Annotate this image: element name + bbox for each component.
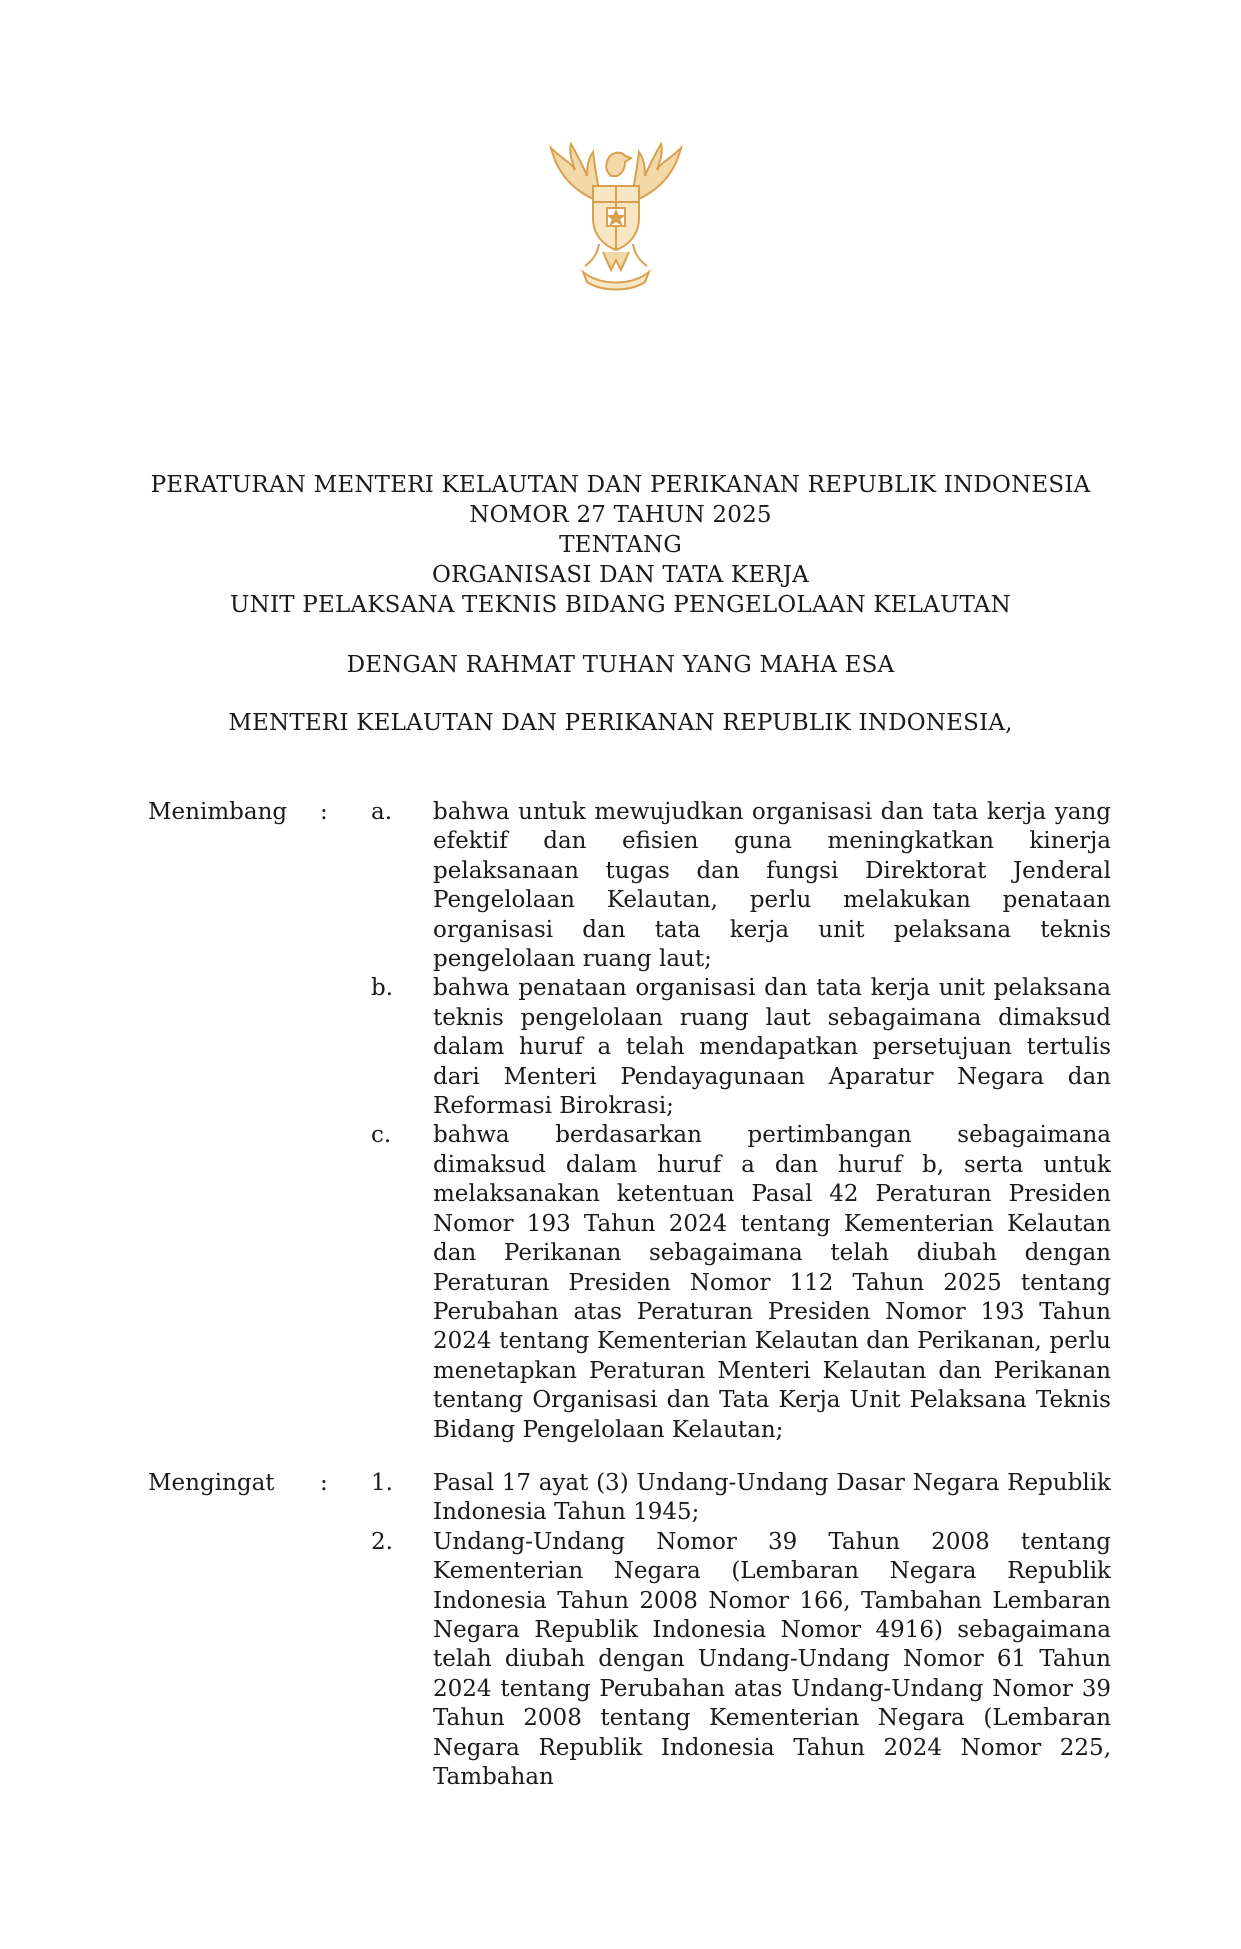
- title-line: PERATURAN MENTERI KELAUTAN DAN PERIKANAN REPUBLIK INDONESIA: [150, 472, 1091, 498]
- item-text: bahwa penataan organisasi dan tata kerja unit pelaksana teknis pengelolaan ruang laut sebagaimana dimaksud dalam huruf a telah mendapatkan persetujuan tertulis dari Menteri Pendayagunaan Aparatur Negara dan Reformasi Birokrasi;: [433, 975, 1111, 1120]
- rahmat-text: DENGAN RAHMAT TUHAN YANG MAHA ESA: [346, 652, 895, 678]
- list-item: [148, 974, 1111, 1121]
- item-text: bahwa untuk mewujudkan organisasi dan tata kerja yang efektif dan efisien guna meningkatkan kinerja pelaksanaan tugas dan fungsi Direktorat Jenderal Pengelolaan Kelautan, perlu melakukan penataan organisasi dan tata kerja unit pelaksana teknis pengelolaan ruang laut;: [433, 799, 1111, 973]
- section-label: Menimbang: [148, 799, 288, 825]
- item-marker: c.: [371, 1122, 392, 1149]
- garuda-pancasila-emblem: [541, 140, 691, 300]
- menteri-line: [130, 708, 1111, 738]
- list-item: [148, 798, 1111, 974]
- section-label: Mengingat: [148, 1470, 275, 1496]
- item-text: Undang-Undang Nomor 39 Tahun 2008 tentang Kementerian Negara (Lembaran Negara Republik Indonesia Tahun 2008 Nomor 166, Tambahan Lembaran Negara Republik Indonesia Nomor 4916) sebagaimana telah diubah dengan Undang-Undang Nomor 61 Tahun 2024 tentang Perubahan atas Undang-Undang Nomor 39 Tahun 2008 tentang Kementerian Negara (Lembaran Negara Republik Indonesia Tahun 2024 Nomor 225, Tambahan: [433, 1528, 1111, 1791]
- mengingat-section: [148, 1469, 1111, 1792]
- item-text: bahwa berdasarkan pertimbangan sebagaimana dimaksud dalam huruf a dan huruf b, serta untuk melaksanakan ketentuan Pasal 42 Peraturan Presiden Nomor 193 Tahun 2024 tentang Kementerian Kelautan dan Perikanan sebagaimana telah diubah dengan Peraturan Presiden Nomor 112 Tahun 2025 tentang Perubahan atas Peraturan Presiden Nomor 193 Tahun 2024 tentang Kementerian Kelautan dan Perikanan, perlu menetapkan Peraturan Menteri Kelautan dan Perikanan tentang Organisasi dan Tata Kerja Unit Pelaksana Teknis Bidang Pengelolaan Kelautan;: [433, 1122, 1111, 1443]
- item-marker: a.: [371, 799, 393, 825]
- item-marker: 2.: [371, 1528, 393, 1555]
- menimbang-section: [148, 798, 1111, 1445]
- item-marker: 1.: [371, 1470, 393, 1496]
- item-marker: b.: [371, 975, 394, 1002]
- section-colon: :: [320, 1470, 328, 1496]
- list-item: [148, 1528, 1111, 1793]
- menteri-text: MENTERI KELAUTAN DAN PERIKANAN REPUBLIK INDONESIA,: [228, 710, 1013, 736]
- section-colon: :: [320, 799, 328, 825]
- list-item: [148, 1121, 1111, 1444]
- title-line: UNIT PELAKSANA TEKNIS BIDANG PENGELOLAAN KELAUTAN: [230, 592, 1011, 618]
- title-line: ORGANISASI DAN TATA KERJA: [432, 562, 809, 588]
- title-line: NOMOR 27 TAHUN 2025: [469, 502, 772, 528]
- rahmat-line: [130, 650, 1111, 680]
- item-text: Pasal 17 ayat (3) Undang-Undang Dasar Negara Republik Indonesia Tahun 1945;: [433, 1470, 1111, 1526]
- title-line: TENTANG: [559, 532, 682, 558]
- list-item: [148, 1469, 1111, 1528]
- regulation-title: [130, 470, 1111, 620]
